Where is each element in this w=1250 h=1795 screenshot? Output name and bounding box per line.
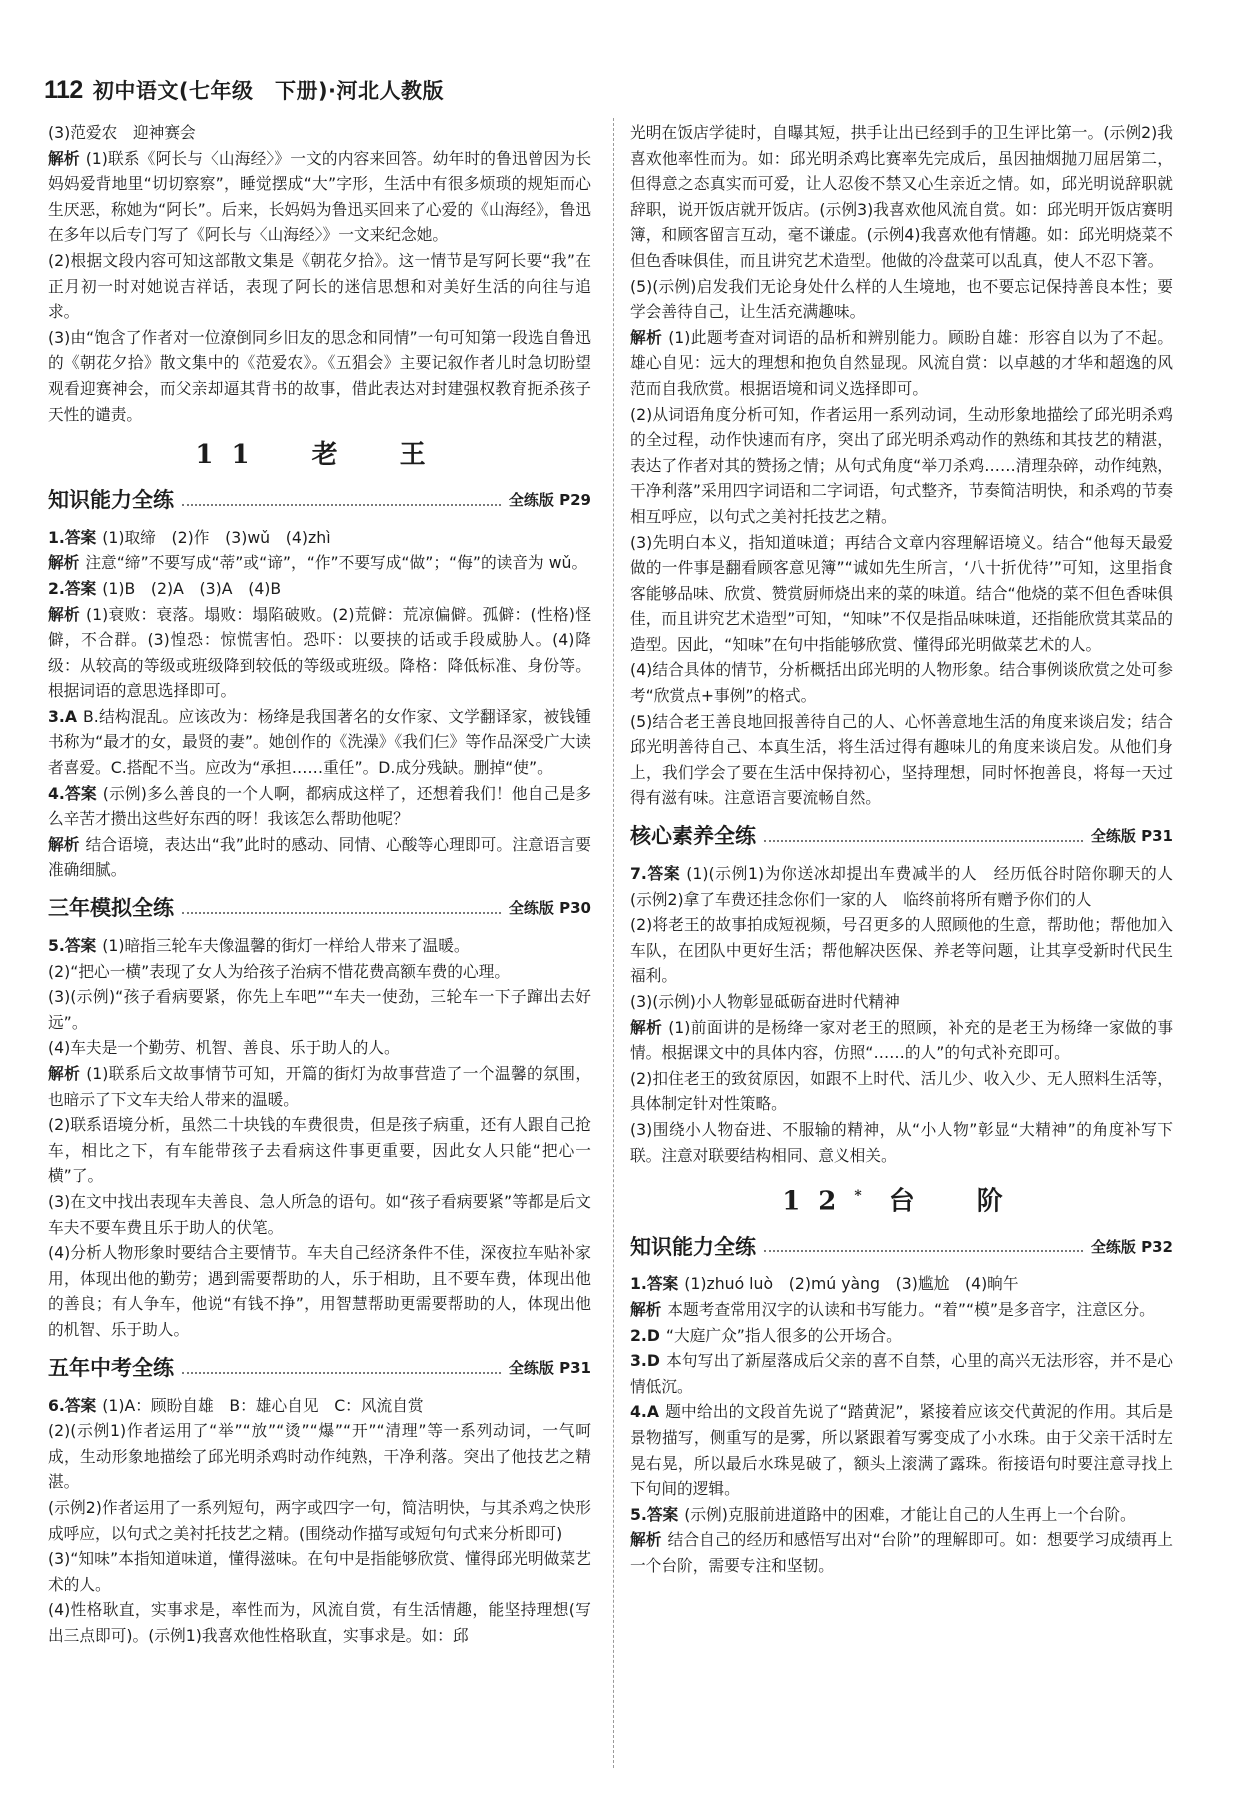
section-header: [48, 1351, 591, 1387]
answer-label: 2.D: [630, 1325, 660, 1345]
section-page-ref: 全练版 P31: [1090, 827, 1173, 846]
analysis-label: 解析: [48, 834, 80, 854]
answer-label: 1.答案: [630, 1274, 679, 1294]
paragraph: (3)由“饱含了作者对一位潦倒同乡旧友的思念和同情”一句可知第一段选自鲁迅的《朝花夕拾》散文集中的《范爱农》。《五猖会》主要记叙作者儿时急切盼望观看迎赛神会，而父亲却逼其背书的故事，借此表达对封建强权教育扼杀孩子天性的谴责。: [48, 327, 591, 424]
answer-text: 题中给出的文段首先说了“踏黄泥”，紧接着应该交代黄泥的作用。其后是景物描写，侧重写的是雾，所以紧跟着写雾变成了小水珠。由于父亲干活时左晃右晃，所以最后水珠晃破了，额头上滚满了露珠。衔接语句时要注意寻找上下句间的逻辑。: [630, 1402, 1173, 1499]
paragraph: (3)(示例)“孩子看病要紧，你先上车吧”“车夫一使劲，三轮车一下子蹿出去好远”。: [48, 987, 591, 1032]
answer: [630, 1271, 1173, 1297]
analysis-text: (1)前面讲的是杨绛一家对老王的照顾，补充的是老王为杨绛一家做的事情。根据课文中的具体内容，仿照“……的人”的句式补充即可。: [630, 1017, 1174, 1063]
section-header: [630, 1229, 1173, 1265]
answer: [48, 704, 591, 781]
analysis: [630, 1015, 1173, 1066]
analysis: [630, 1297, 1173, 1323]
column-divider: [613, 118, 614, 1768]
answer: [630, 1323, 1173, 1349]
left-column: [48, 120, 591, 1648]
lesson-title: 11 老 王: [195, 440, 444, 471]
right-column: [630, 120, 1189, 1579]
section-page-ref: 全练版 P30: [508, 899, 591, 918]
paragraph: (2)将老王的故事拍成短视频，号召更多的人照顾他的生意，帮助他；帮他加入车队，在团队中更好生活；帮他解决医保、养老等问题，让其享受新时代民生福利。: [630, 915, 1173, 986]
section-title: 三年模拟全练: [48, 896, 174, 921]
answer-text: (1)zhuó luò (2)mú yàng (3)尴尬 (4)晌午: [684, 1274, 1019, 1294]
answer: [630, 1348, 1173, 1399]
section-page-ref: 全练版 P31: [508, 1358, 591, 1377]
paragraph: (5)结合老王善良地回报善待自己的人、心怀善意地生活的角度来谈启发；结合邱光明善待自己、本真生活，将生活过得有趣味儿的角度来谈启发。从他们身上，我们学会了要在生活中保持初心，坚持理想，同时怀抱善良，将每一天过得有滋有味。注意语言要流畅自然。: [630, 711, 1173, 808]
paragraph: (5)(示例)启发我们无论身处什么样的人生境地，也不要忘记保持善良本性；要学会善待自己，让生活充满趣味。: [630, 276, 1173, 322]
paragraph: (3)在文中找出表现车夫善良、急人所急的语句。如“孩子看病要紧”等都是后文车夫不要车费且乐于助人的伏笔。: [48, 1191, 591, 1237]
section-header: [48, 483, 591, 519]
paragraph: (4)结合具体的情节，分析概括出邱光明的人物形象。结合事例谈欣赏之处可参考“欣赏点+事例”的格式。: [630, 660, 1173, 706]
section-title: 五年中考全练: [48, 1355, 174, 1380]
answer: [48, 525, 591, 551]
answer-text: (1)A：顾盼自雄 B：雄心自见 C：风流自赏: [102, 1395, 424, 1415]
paragraph: (3)“知味”本指知道味道，懂得滋味。在句中是指能够欣赏、懂得邱光明做菜艺术的人。: [48, 1549, 591, 1594]
analysis-text: (1)此题考查对词语的品析和辨别能力。顾盼自雄：形容自以为了不起。雄心自见：远大的理想和抱负自然显现。风流自赏：以卓越的才华和超逸的风范而自我欣赏。根据语境和词义选择即可。: [630, 327, 1174, 398]
section-page-ref: 全练版 P32: [1090, 1237, 1173, 1256]
analysis-label: 解析: [630, 1300, 662, 1319]
analysis-text: 结合语境，表达出“我”此时的感动、同情、心酸等心理即可。注意语言要准确细腻。: [48, 834, 591, 880]
dotted-leader: [182, 504, 501, 506]
paragraph: (3)先明白本义，指知道味道；再结合文章内容理解语境义。结合“他每天最爱做的一件事是翻看顾客意见簿”“诚如先生所言，‘八十折优待’”可知，这里指食客能够品味、欣赏、赞赏厨师烧出来的菜的味道。结合“他烧的菜不但色香味俱佳，而且讲究艺术造型”可知，“知味”不仅是指品味味道，还指能欣赏其菜品的造型。因此，“知味”在句中指能够欣赏、懂得邱光明做菜艺术的人。: [630, 532, 1173, 654]
paragraph: (3)(示例)小人物彰显砥砺奋进时代精神: [630, 992, 900, 1011]
paragraph: 光明在饭店学徒时，自曝其短，拱手让出已经到手的卫生评比第一。(示例2)我喜欢他率性而为。如：邱光明杀鸡比赛率先完成后，虽因抽烟抛刀屈居第二，但得意之态真实而可爱，让人忍俊不禁又心生亲近之情。如，邱光明说辞职就辞职，说开饭店就开饭店。(示例3)我喜欢他风流自赏。如：邱光明开饭店赛明簿，和顾客留言互动，毫不谦虚。(示例4)我喜欢他有情趣。如：邱光明烧菜不但色香味俱佳，而且讲究艺术造型。他做的冷盘菜可以乱真，使人不忍下箸。: [630, 123, 1173, 270]
paragraph: (2)(示例1)作者运用了“举”“放”“烫”“爆”“开”“清理”等一系列动词，一气呵成，生动形象地描绘了邱光明杀鸡时动作纯熟，干净利落。突出了他技艺之精湛。: [48, 1421, 591, 1492]
answer: [630, 1399, 1173, 1501]
paragraph: (4)性格耿直，实事求是，率性而为，风流自赏，有生活情趣，能坚持理想(写出三点即可)。(示例1)我喜欢他性格耿直，实事求是。如：邱: [48, 1600, 591, 1645]
answer-label: 4.答案: [48, 783, 97, 803]
paragraph: [48, 146, 591, 248]
analysis: [48, 602, 591, 704]
analysis-text: 注意“缔”不要写成“蒂”或“谛”，“作”不要写成“做”；“侮”的读音为 wǔ。: [85, 553, 588, 573]
answer-label: 5.答案: [48, 936, 97, 956]
answer: [48, 933, 591, 959]
paragraph: (2)联系语境分析，虽然二十块钱的车费很贵，但是孩子病重，还有人跟自己抢车，相比之下，有车能带孩子去看病这件事更重要，因此女人只能“把心一横”了。: [48, 1115, 591, 1186]
answer: [48, 781, 591, 832]
dotted-leader: [764, 840, 1083, 842]
paragraph: (2)扣住老王的致贫原因，如跟不上时代、活儿少、收入少、无人照料生活等，具体制定针对性策略。: [630, 1068, 1173, 1114]
analysis-text: 结合自己的经历和感悟写出对“台阶”的理解即可。如：想要学习成绩再上一个台阶，需要专注和坚韧。: [630, 1530, 1173, 1575]
answer: [48, 1393, 591, 1419]
answer-text: (示例)多么善良的一个人啊，都病成这样了，还想着我们！他自己是多么辛苦才攒出这些好东西的呀！我该怎么帮助他呢？: [48, 783, 592, 829]
answer-text: (示例)克服前进道路中的困难，才能让自己的人生再上一个台阶。: [684, 1504, 1136, 1524]
answer-text: (1)(示例1)为你送冰却提出车费减半的人 经历低谷时陪你聊天的人 (示例2)拿了车费还挂念你们一家的人 临终前将所有赠予你们的人: [630, 864, 1189, 909]
section-title: 知识能力全练: [630, 1234, 756, 1259]
answer-label: 6.答案: [48, 1395, 97, 1415]
analysis-label: 解析: [48, 148, 80, 168]
analysis-label: 解析: [630, 1017, 663, 1037]
analysis: [630, 325, 1173, 402]
answer-text: “大庭广众”指人很多的公开场合。: [665, 1325, 902, 1345]
answer-text: (1)暗指三轮车夫像温馨的街灯一样给人带来了温暖。: [102, 936, 470, 956]
lesson-title: [630, 1184, 1173, 1215]
analysis: [48, 832, 591, 883]
paragraph: (4)分析人物形象时要结合主要情节。车夫自己经济条件不佳，深夜拉车贴补家用，体现出他的勤劳；遇到需要帮助的人，乐于相助，且不要车费，体现出他的善良；有人争车，他说“有钱不挣”，用智慧帮助更需要帮助的人，体现出他的机智、乐于助人。: [48, 1243, 591, 1339]
analysis-label: 解析: [48, 553, 80, 573]
section-title: 核心素养全练: [630, 824, 756, 849]
answer-text: (1)B (2)A (3)A (4)B: [102, 578, 282, 598]
paragraph: (2)“把心一横”表现了女人为给孩子治病不惜花费高额车费的心理。: [48, 961, 511, 981]
answer-label: 3.D: [630, 1351, 660, 1371]
dotted-leader: [182, 1372, 501, 1374]
page-number: 112: [44, 75, 83, 104]
lesson-number: 12: [782, 1186, 855, 1217]
analysis-label: 解析: [630, 1530, 662, 1550]
paragraph: (3)范爱农 迎神赛会: [48, 123, 196, 142]
analysis-label: 解析: [48, 1064, 81, 1083]
answer-label: 5.答案: [630, 1504, 679, 1524]
paragraph: (2)根据文段内容可知这部散文集是《朝花夕拾》。这一情节是写阿长要“我”在正月初一时对她说吉祥话，表现了阿长的迷信思想和对美好生活的向往与追求。: [48, 250, 591, 322]
analysis: [630, 1527, 1173, 1578]
lesson-name: 台 阶: [888, 1186, 1021, 1217]
answer: [630, 1502, 1173, 1528]
paragraph: (4)车夫是一个勤劳、机智、善良、乐于助人的人。: [48, 1038, 400, 1058]
answer-label: 3.A: [48, 706, 78, 726]
answer-text: B.结构混乱。应该改为：杨绛是我国著名的女作家、文学翻译家，被钱锺书称为“最才的女，最贤的妻”。她创作的《洗澡》《我们仨》等作品深受广大读者喜爱。C.搭配不当。应改为“承担……重任”。D.成分残缺。删掉“使”。: [48, 706, 591, 778]
section-page-ref: 全练版 P29: [508, 490, 591, 509]
paragraph: (2)从词语角度分析可知，作者运用一系列动词，生动形象地描绘了邱光明杀鸡的全过程，动作快速而有序，突出了邱光明杀鸡动作的熟练和其技艺的精湛，表达了作者对其的赞扬之情；从句式角度“举刀杀鸡……清理杂碎，动作纯熟，干净利落”采用四字词语和二字词语，句式整齐，节奏简洁明快，和杀鸡的节奏相互呼应，以句式之美衬托技艺之精。: [630, 404, 1173, 526]
dotted-leader: [182, 912, 501, 914]
analysis-text: 本题考查常用汉字的认读和书写能力。“着”“模”是多音字，注意区分。: [667, 1300, 1155, 1319]
answer-label: 4.A: [630, 1402, 660, 1422]
dotted-leader: [764, 1250, 1083, 1252]
lesson-mark: *: [854, 1188, 862, 1205]
analysis-label: 解析: [48, 604, 80, 624]
answer-text: 本句写出了新屋落成后父亲的喜不自禁，心里的高兴无法形容，并不是心情低沉。: [630, 1351, 1173, 1396]
analysis-text: (1)联系《阿长与〈山海经〉》一文的内容来回答。幼年时的鲁迅曾因为长妈妈爱背地里“切切察察”，睡觉摆成“大”字形，生活中有很多烦琐的规矩而心生厌恶，称她为“阿长”。后来，长妈妈为鲁迅买回来了心爱的《山海经》，鲁迅在多年以后专门写了《阿长与〈山海经〉》一文来纪念她。: [48, 148, 592, 245]
analysis: [48, 1061, 591, 1112]
answer-label: 7.答案: [630, 864, 681, 884]
analysis-text: (1)衰败：衰落。塌败：塌陷破败。(2)荒僻：荒凉偏僻。孤僻：(性格)怪僻，不合群。(3)惶恐：惊慌害怕。恐吓：以要挟的话或手段威胁人。(4)降级：从较高的等级或班级降到较低的等级或班级。降格：降低标准、身份等。根据词语的意思选择即可。: [48, 604, 592, 701]
analysis: [48, 550, 591, 576]
page-header: [44, 70, 1204, 110]
answer-label: 1.答案: [48, 527, 97, 547]
analysis-label: 解析: [630, 327, 663, 347]
paragraph: (示例2)作者运用了一系列短句，两字或四字一句，简洁明快，与其杀鸡之快形成呼应，以句式之美衬托技艺之精。(围绕动作描写或短句句式来分析即可): [48, 1497, 591, 1543]
answer: [48, 576, 591, 602]
analysis-text: (1)联系后文故事情节可知，开篇的街灯为故事营造了一个温馨的氛围，也暗示了下文车夫给人带来的温暖。: [48, 1064, 592, 1109]
answer: [630, 861, 1189, 912]
answer-text: (1)取缔 (2)作 (3)wǔ (4)zhì: [102, 527, 331, 547]
section-title: 知识能力全练: [48, 487, 174, 512]
book-title: 初中语文(七年级 下册)·河北人教版: [92, 79, 445, 103]
section-header: [630, 819, 1173, 855]
section-header: [48, 891, 591, 927]
paragraph: (3)围绕小人物奋进、不服输的精神，从“小人物”彰显“大精神”的角度补写下联。注意对联要结构相同、意义相关。: [630, 1119, 1173, 1165]
answer-label: 2.答案: [48, 578, 97, 598]
